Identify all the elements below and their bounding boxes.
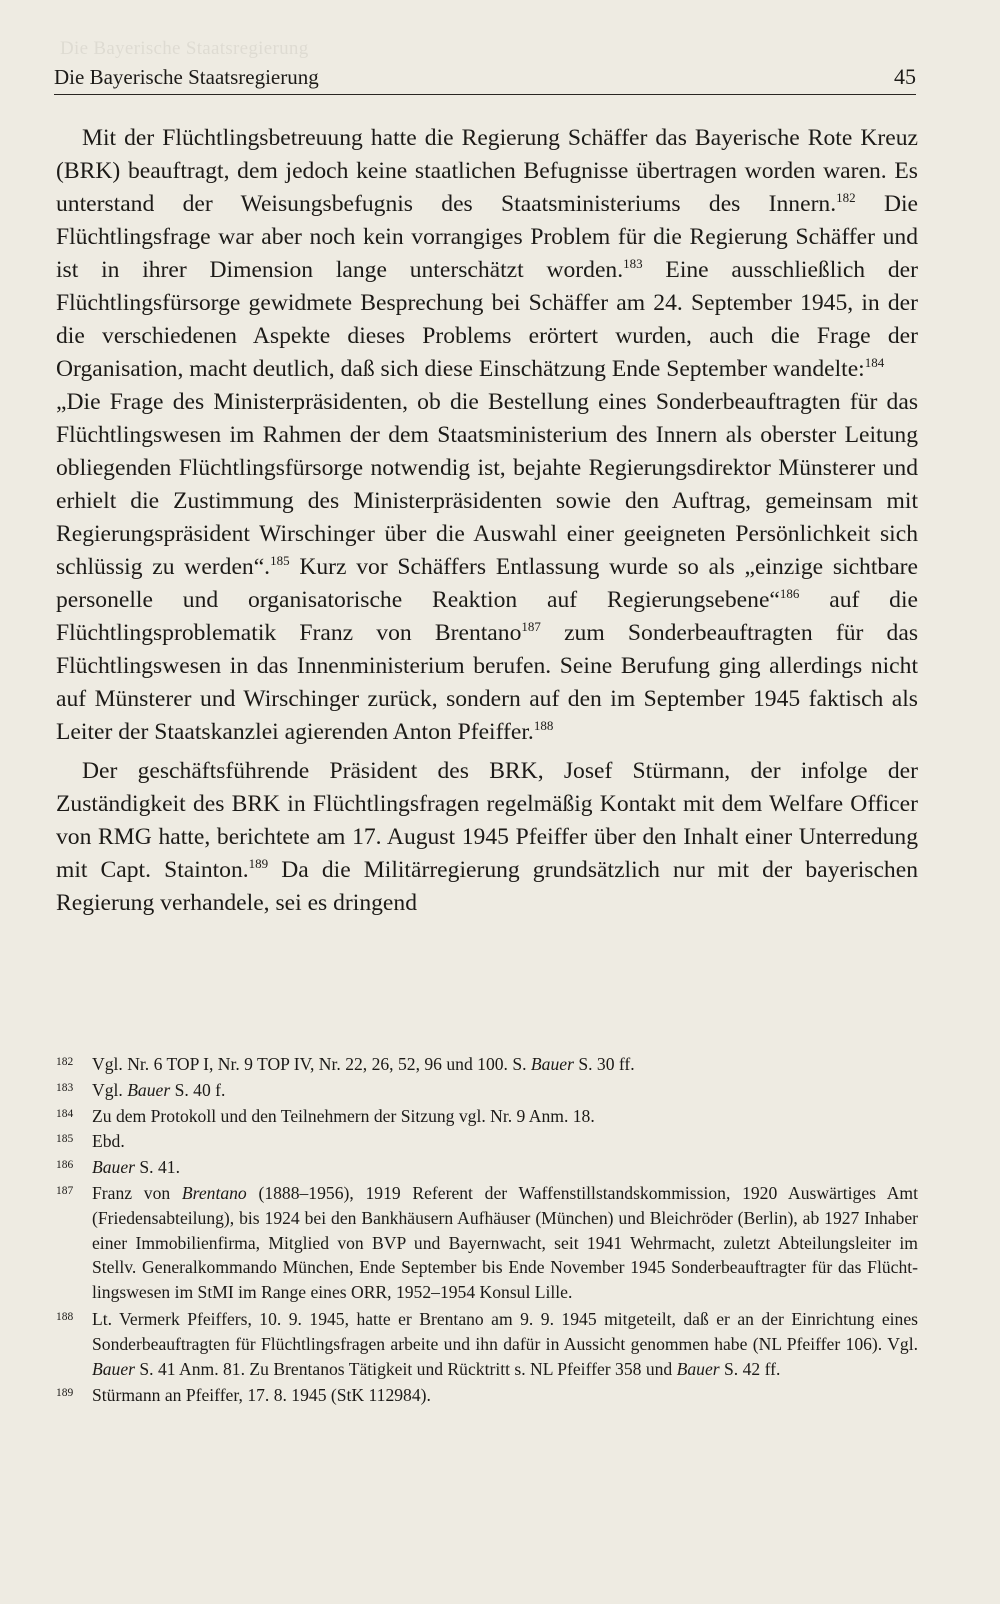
- footnote-ref: 183: [623, 256, 643, 272]
- footnote: [56, 1129, 918, 1154]
- footnote-number: 186: [56, 1159, 74, 1172]
- footnote-text: Vgl. Bauer S. 40 f.: [92, 1079, 226, 1100]
- text-run: Kurz vor Schäffers Entlassung wurde so als „einzige sichtbare personelle und organisatorische Reaktion auf Regierungsebene“: [56, 554, 918, 613]
- footnote: [56, 1181, 918, 1305]
- footnotes: [56, 1052, 918, 1408]
- text-run: Eine ausschließlich der Flüchtlingsfürsorge gewidmete Besprechung bei Schäffer am 24. September 1945, in der die verschiedenen Aspekte dieses Problems erörtert wurden, auch die Frage der Organisation, macht deutlich, daß sich diese Einschätzung Ende September wandelte:: [56, 257, 918, 382]
- running-header: [54, 56, 916, 95]
- main-text: [56, 122, 918, 920]
- footnote-number: 185: [56, 1133, 74, 1146]
- footnote-text: Stürmann an Pfeiffer, 17. 8. 1945 (StK 112984).: [92, 1385, 431, 1406]
- footnote-number: 184: [56, 1107, 74, 1120]
- page-number: 45: [894, 64, 916, 89]
- text-run: „Die Frage des Ministerpräsidenten, ob die Bestellung eines Sonderbeauftragten für das Flüchtlingswesen im Rahmen der dem Staatsministerium des Innern als oberster Leitung obliegenden Flüchtlingsfürsorge notwendig ist, bejahte Regierungsdirektor Münsterer und erhielt die Zustimmung des Ministerpräsidenten sowie den Auftrag, gemeinsam mit Regierungspräsident Wirschinger über die Auswahl einer geeigneten Persönlichkeit sich schlüssig zu werden“.: [56, 389, 918, 580]
- footnote-number: 189: [56, 1387, 74, 1400]
- footnote-ref: 185: [270, 553, 290, 569]
- running-title: Die Bayerische Staatsregierung: [54, 65, 319, 89]
- footnote-number: 188: [56, 1310, 74, 1323]
- footnote-ref: 187: [521, 619, 541, 635]
- text-run: auf die Flüchtlingsproblematik Franz von Brentano: [56, 587, 919, 646]
- footnote-text: Bauer S. 41.: [92, 1157, 180, 1178]
- footnote: [56, 1078, 918, 1103]
- text-run: Der geschäftsführende Präsident des BRK, Josef Stürmann, der infolge der Zuständigkeit des BRK in Flüchtlingsfragen regelmäßig Kontakt mit dem Welfare Officer von RMG hatte, berichtete am 17. August 1945 Pfeiffer über den Inhalt einer Unterredung mit Capt. Stainton.: [56, 758, 918, 883]
- footnote-ref: 186: [779, 586, 800, 602]
- footnote-text: Vgl. Nr. 6 TOP I, Nr. 9 TOP IV, Nr. 22, 26, 52, 96 und 100. S. Bauer S. 30 ff.: [92, 1054, 635, 1074]
- footnote-text: Ebd.: [92, 1131, 125, 1152]
- footnote-text: Lt. Vermerk Pfeiffers, 10. 9. 1945, hatte er Brentano am 9. 9. 1945 mitgeteilt, daß er an der Einrichtung eines Sonderbeauftragten für Flüchtlingsfragen arbeite und ihn dafür in Aussicht genommen habe (NL Pfeiffer 106). Vgl. Bauer S. 41 Anm. 81. Zu Brentanos Tätigkeit und Rücktritt s. NL Pfeiffer 358 und Bauer S. 42 ff.: [92, 1308, 918, 1379]
- text-run: zum Sonderbeauftragten für das Flüchtlingswesen in das Innenministerium berufen. Seine Berufung ging allerdings nicht auf Münsterer und Wirschinger zurück, sondern auf den im September 1945 faktisch als Leiter der Staatskanzlei agierenden Anton Pfeiffer.: [56, 620, 919, 745]
- footnote-number: 182: [56, 1056, 74, 1068]
- text-run: Mit der Flüchtlingsbetreuung hatte die Regierung Schäffer das Bayerische Rote Kreuz (BRK) beauftragt, dem jedoch keine staatlichen Befugnisse übertragen worden waren. Es unterstand der Weisungsbefugnis des Staatsministeriums des Innern.: [56, 125, 918, 217]
- footnote-text: Franz von Brentano (1888–1956), 1919 Referent der Waffenstillstandskommission, 1920 Auswärtiges Amt (Friedensabteilung), bis 1924 bei den Bankhäusern Aufhäuser (München) und Bleichröder (Berlin), ab 1927 Inhaber einer Immobilienfirma, Mitglied von BVP und Bayernwacht, seit 1941 Wehrmacht, zuletzt Abteilungsleiter im Stellv. Generalkommando München, Ende September bis Ende November 1945 Sonderbeauftragter für das Flüchtlingswesen im StMI im Range eines ORR, 1952–1954 Konsul Lille.: [92, 1182, 919, 1303]
- footnote: [56, 1307, 918, 1381]
- footnote: [56, 1052, 918, 1077]
- text-run: Die Flüchtlingsfrage war aber noch kein vorrangiges Problem für die Regierung Schäffer und ist in ihrer Dimension lange unterschätzt worden.: [56, 191, 919, 283]
- footnote-number: 187: [56, 1184, 74, 1197]
- quote-paragraph: [56, 386, 918, 749]
- footnote: [56, 1155, 918, 1180]
- paragraph: [56, 122, 918, 386]
- footnote-text: Zu dem Protokoll und den Teilnehmern der Sitzung vgl. Nr. 9 Anm. 18.: [92, 1105, 595, 1126]
- footnote-number: 183: [56, 1081, 74, 1094]
- footnote: [56, 1104, 918, 1129]
- text-run: Da die Militärregierung grundsätzlich nur mit der bayerischen Regierung verhandele, sei es dringend: [56, 857, 918, 916]
- bleed-through-text: Die Bayerische Staatsregierung: [60, 38, 309, 59]
- footnote-ref: 182: [836, 190, 856, 206]
- footnote: [56, 1383, 918, 1408]
- footnote-ref: 184: [864, 355, 885, 371]
- paragraph: [56, 755, 918, 920]
- footnote-ref: 188: [533, 718, 554, 734]
- footnote-ref: 189: [248, 856, 269, 872]
